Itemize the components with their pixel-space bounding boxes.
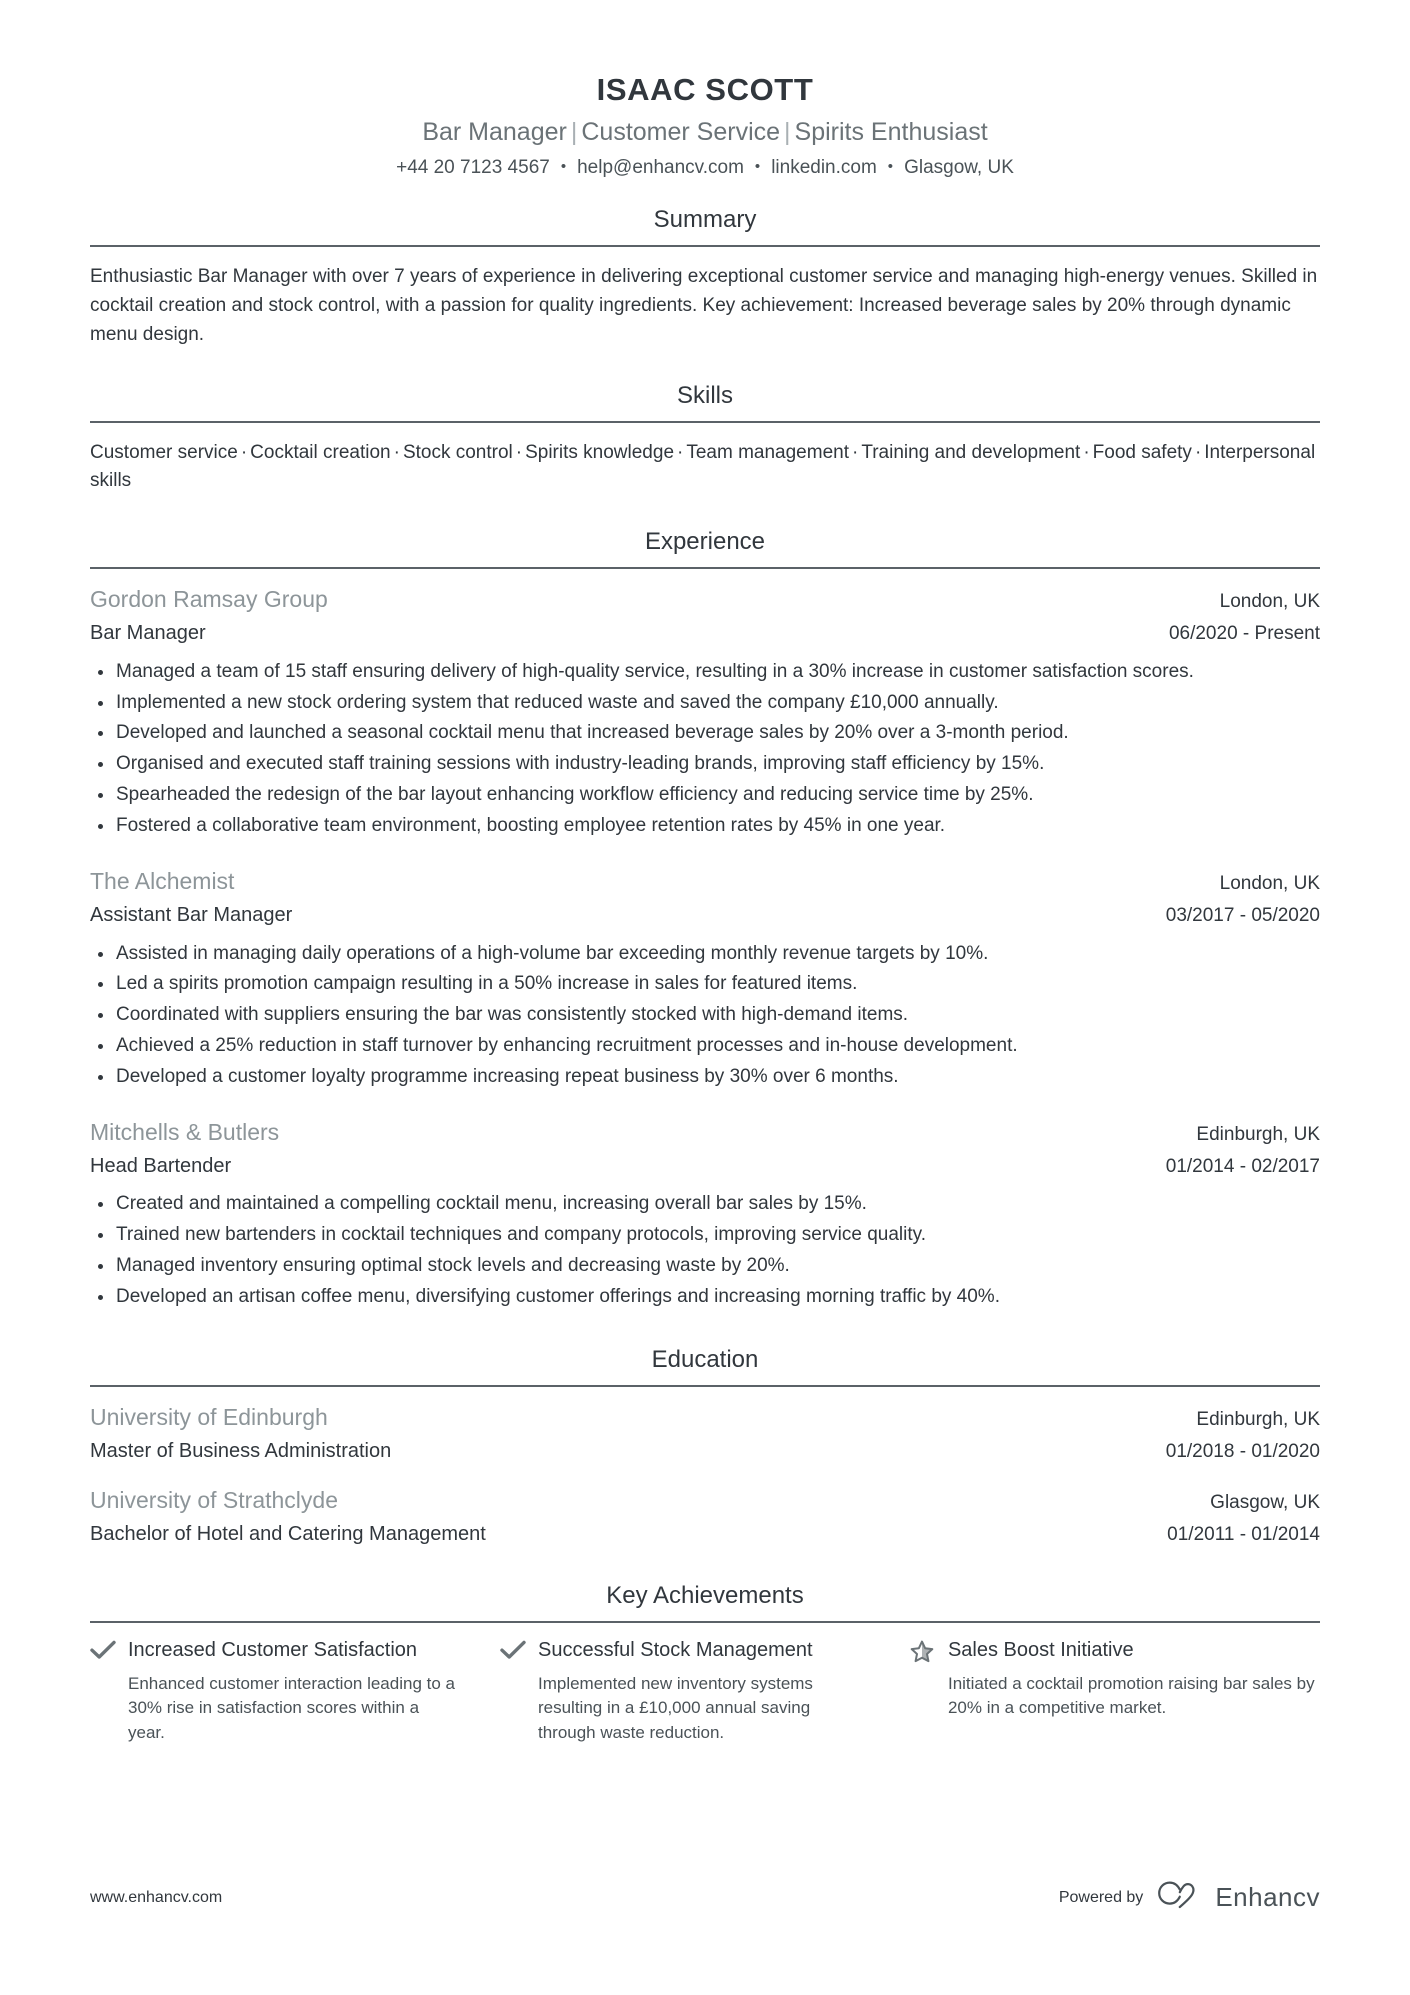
- contact-phone: +44 20 7123 4567: [396, 156, 550, 178]
- education-dates: 01/2011 - 01/2014: [1167, 1524, 1320, 1546]
- section-summary: [90, 206, 1320, 349]
- section-heading-education: Education: [651, 1345, 759, 1373]
- powered-by-label: Powered by: [1058, 1888, 1144, 1906]
- experience-bullet: Managed inventory ensuring optimal stock levels and decreasing waste by 20%.: [90, 1252, 1320, 1281]
- skill-item: Training and development: [861, 441, 1081, 463]
- education-degree: Master of Business Administration: [90, 1439, 392, 1462]
- experience-role: Head Bartender: [90, 1154, 232, 1177]
- experience-location: Edinburgh, UK: [1196, 1123, 1320, 1145]
- check-icon: [500, 1637, 526, 1660]
- education-degree: Bachelor of Hotel and Catering Management: [90, 1523, 486, 1546]
- contact-line: [90, 156, 1320, 181]
- skill-item: Cocktail creation: [250, 441, 391, 463]
- summary-text: Enthusiastic Bar Manager with over 7 years of experience in delivering exceptional customer service and managing high-energy venues. Skilled in cocktail creation and stock control, with a passion for quality ingredients. Key achievement: Increased beverage sales by 20% through dynamic menu design.: [90, 266, 1318, 345]
- experience-role: Bar Manager: [90, 621, 206, 644]
- contact-bullet-3: •: [887, 157, 894, 175]
- skill-separator: ·: [240, 441, 248, 463]
- experience-bullet: Spearheaded the redesign of the bar layout enhancing workflow efficiency and reducing service time by 25%.: [90, 781, 1320, 810]
- experience-bullet: Created and maintained a compelling cocktail menu, increasing overall bar sales by 15%.: [90, 1190, 1320, 1219]
- education-entry: [90, 1486, 1320, 1548]
- skill-separator: ·: [1083, 441, 1090, 463]
- experience-entry-subheader: [90, 620, 1320, 647]
- education-dates: 01/2018 - 01/2020: [1165, 1440, 1320, 1462]
- experience-bullet: Achieved a 25% reduction in staff turnover by enhancing recruitment processes and in-house development.: [90, 1032, 1320, 1061]
- section-experience: [90, 528, 1320, 1312]
- section-heading-skills: Skills: [676, 381, 733, 409]
- section-education: [90, 1346, 1320, 1548]
- star-icon: [910, 1637, 936, 1663]
- experience-bullet: Trained new bartenders in cocktail techniques and company protocols, improving service quality.: [90, 1221, 1320, 1250]
- achievement-title: Increased Customer Satisfaction: [128, 1638, 418, 1661]
- education-entries: [90, 1387, 1320, 1548]
- experience-dates: 01/2014 - 02/2017: [1165, 1155, 1320, 1177]
- experience-bullet: Implemented a new stock ordering system that reduced waste and saved the company £10,000 annually.: [90, 689, 1320, 718]
- experience-bullets: [90, 940, 1320, 1092]
- resume-footer: [90, 1880, 1320, 1915]
- experience-entry: [90, 1118, 1320, 1312]
- achievement-title: Sales Boost Initiative: [947, 1638, 1134, 1661]
- experience-bullet: Developed a customer loyalty programme increasing repeat business by 30% over 6 months.: [90, 1063, 1320, 1092]
- achievement-item: [90, 1637, 500, 1746]
- experience-dates: 03/2017 - 05/2020: [1165, 904, 1320, 926]
- education-entry-subheader: [90, 1521, 1320, 1548]
- achievement-title: Successful Stock Management: [537, 1638, 813, 1661]
- experience-entries: [90, 569, 1320, 1312]
- contact-bullet-1: •: [560, 157, 567, 175]
- skill-item: Spirits knowledge: [525, 441, 675, 463]
- experience-location: London, UK: [1219, 591, 1320, 613]
- skill-item: Stock control: [402, 441, 513, 463]
- contact-email[interactable]: help@enhancv.com: [577, 156, 744, 178]
- experience-bullet: Fostered a collaborative team environment, boosting employee retention rates by 45% in one year.: [90, 812, 1320, 841]
- experience-entry: [90, 867, 1320, 1092]
- experience-organization: The Alchemist: [90, 867, 235, 894]
- experience-entry-subheader: [90, 1153, 1320, 1180]
- education-location: Edinburgh, UK: [1196, 1408, 1320, 1430]
- check-icon: [90, 1637, 116, 1660]
- experience-dates: 06/2020 - Present: [1168, 622, 1320, 644]
- achievement-description: Initiated a cocktail promotion raising bar sales by 20% in a competitive market.: [947, 1673, 1315, 1718]
- enhancv-logo-icon: [1157, 1880, 1203, 1915]
- experience-bullets: [90, 658, 1320, 841]
- section-key-achievements: [90, 1582, 1320, 1746]
- experience-entry-header: [90, 1118, 1320, 1148]
- enhancv-brand: [1157, 1880, 1320, 1915]
- achievement-text: [538, 1637, 868, 1746]
- education-entry: [90, 1403, 1320, 1465]
- skill-item: Food safety: [1092, 441, 1192, 463]
- education-entry-header: [90, 1486, 1320, 1516]
- experience-bullet: Developed an artisan coffee menu, diversifying customer offerings and increasing morning traffic by 40%.: [90, 1283, 1320, 1312]
- experience-location: London, UK: [1219, 872, 1320, 894]
- headline-separator-2: |: [784, 117, 791, 146]
- resume-header: [90, 0, 1320, 180]
- skill-item: Team management: [686, 441, 849, 463]
- achievement-description: Enhanced customer interaction leading to a 30% rise in satisfaction scores within a year.: [128, 1673, 455, 1742]
- education-entry-header: [90, 1403, 1320, 1433]
- headline-part-3: Spirits Enthusiast: [794, 117, 988, 146]
- experience-bullet: Developed and launched a seasonal cocktail menu that increased beverage sales by 20% over a 3-month period.: [90, 719, 1320, 748]
- experience-bullet: Led a spirits promotion campaign resulting in a 50% increase in sales for featured items.: [90, 970, 1320, 999]
- skill-item: Interpersonal skills: [90, 441, 1316, 492]
- experience-bullet: Managed a team of 15 staff ensuring delivery of high-quality service, resulting in a 30% increase in customer satisfaction scores.: [90, 658, 1320, 687]
- section-heading-summary: Summary: [653, 206, 757, 234]
- experience-entry-header: [90, 867, 1320, 897]
- section-heading-experience: Experience: [644, 528, 766, 556]
- experience-organization: Mitchells & Butlers: [90, 1118, 280, 1145]
- achievements-grid: [90, 1637, 1320, 1746]
- enhancv-wordmark: Enhancv: [1215, 1882, 1320, 1912]
- experience-bullet: Coordinated with suppliers ensuring the bar was consistently stocked with high-demand items.: [90, 1001, 1320, 1030]
- achievement-item: [910, 1637, 1320, 1746]
- skills-list: [90, 439, 1320, 497]
- contact-bullet-2: •: [754, 157, 761, 175]
- education-location: Glasgow, UK: [1210, 1492, 1320, 1514]
- skill-separator: ·: [393, 441, 400, 463]
- achievement-description: Implemented new inventory systems resulting in a £10,000 annual saving through waste reduction.: [537, 1673, 813, 1742]
- experience-bullet: Organised and executed staff training sessions with industry-leading brands, improving staff efficiency by 15%.: [90, 750, 1320, 779]
- skill-item: Customer service: [90, 441, 238, 463]
- experience-bullet: Assisted in managing daily operations of a high-volume bar exceeding monthly revenue targets by 10%.: [90, 940, 1320, 969]
- candidate-name: ISAAC SCOTT: [596, 72, 814, 107]
- experience-role: Assistant Bar Manager: [90, 903, 293, 926]
- skill-separator: ·: [1194, 441, 1202, 463]
- headline-part-2: Customer Service: [581, 117, 781, 146]
- candidate-headline: [90, 117, 1320, 147]
- achievement-text: [128, 1637, 458, 1746]
- resume-content: [90, 0, 1320, 1746]
- experience-entry: [90, 585, 1320, 841]
- experience-bullets: [90, 1190, 1320, 1312]
- contact-linkedin[interactable]: linkedin.com: [771, 156, 877, 178]
- contact-location: Glasgow, UK: [904, 156, 1014, 178]
- section-skills: [90, 382, 1320, 497]
- skill-separator: ·: [852, 441, 859, 463]
- education-institution: University of Edinburgh: [90, 1403, 328, 1430]
- experience-entry-subheader: [90, 902, 1320, 929]
- section-heading-key-achievements: Key Achievements: [606, 1581, 804, 1609]
- achievement-text: [948, 1637, 1320, 1721]
- education-institution: University of Strathclyde: [90, 1487, 338, 1514]
- headline-part-1: Bar Manager: [422, 117, 567, 146]
- education-entry-subheader: [90, 1438, 1320, 1465]
- headline-separator-1: |: [570, 117, 578, 146]
- experience-entry-header: [90, 585, 1320, 615]
- achievement-item: [500, 1637, 910, 1746]
- skill-separator: ·: [677, 441, 684, 463]
- experience-organization: Gordon Ramsay Group: [90, 586, 328, 613]
- footer-website-url[interactable]: www.enhancv.com: [90, 1888, 223, 1906]
- skill-separator: ·: [515, 441, 523, 463]
